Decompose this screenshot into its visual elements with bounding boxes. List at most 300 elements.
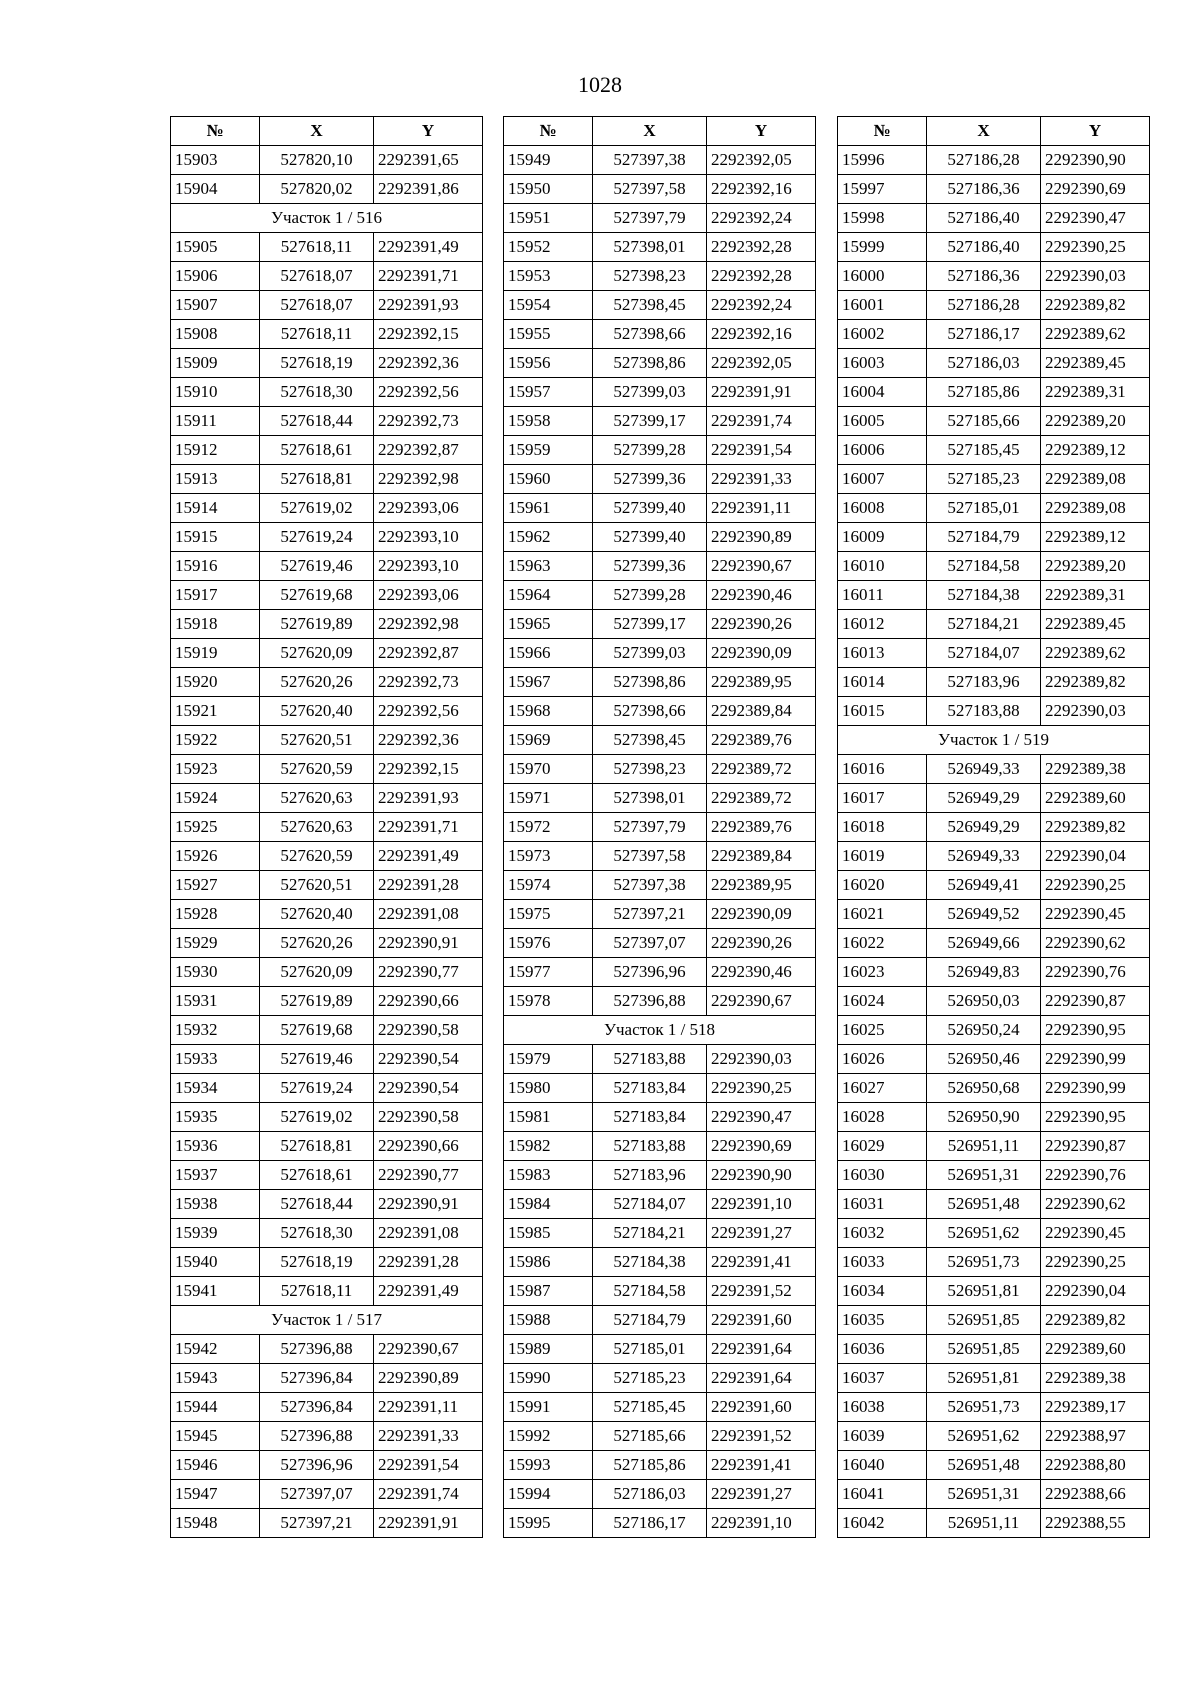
point-number-cell: 15979 xyxy=(504,1045,593,1074)
x-coordinate-cell: 527618,30 xyxy=(260,1219,374,1248)
point-number-cell: 15903 xyxy=(171,146,260,175)
table-row xyxy=(838,929,1150,958)
y-coordinate-cell: 2292390,89 xyxy=(374,1364,483,1393)
point-number-cell: 15944 xyxy=(171,1393,260,1422)
y-coordinate-cell: 2292389,84 xyxy=(707,842,816,871)
x-coordinate-cell: 527619,68 xyxy=(260,1016,374,1045)
x-coordinate-cell: 527398,45 xyxy=(593,726,707,755)
y-coordinate-cell: 2292390,25 xyxy=(1041,1248,1150,1277)
table-row xyxy=(504,552,816,581)
point-number-cell: 16022 xyxy=(838,929,927,958)
x-coordinate-cell: 526949,29 xyxy=(927,784,1041,813)
x-coordinate-cell: 527186,28 xyxy=(927,146,1041,175)
x-coordinate-cell: 527184,38 xyxy=(927,581,1041,610)
y-coordinate-cell: 2292392,28 xyxy=(707,262,816,291)
point-number-cell: 15985 xyxy=(504,1219,593,1248)
point-number-cell: 16037 xyxy=(838,1364,927,1393)
point-number-cell: 15937 xyxy=(171,1161,260,1190)
point-number-cell: 15993 xyxy=(504,1451,593,1480)
y-coordinate-cell: 2292390,45 xyxy=(1041,1219,1150,1248)
x-coordinate-cell: 527398,23 xyxy=(593,755,707,784)
point-number-cell: 15951 xyxy=(504,204,593,233)
y-coordinate-cell: 2292391,10 xyxy=(707,1509,816,1538)
table-row xyxy=(838,668,1150,697)
y-coordinate-cell: 2292390,58 xyxy=(374,1103,483,1132)
x-coordinate-cell: 527398,45 xyxy=(593,291,707,320)
table-row xyxy=(171,668,483,697)
table-row xyxy=(504,175,816,204)
table-row xyxy=(838,1422,1150,1451)
x-coordinate-cell: 527618,11 xyxy=(260,320,374,349)
y-coordinate-cell: 2292389,95 xyxy=(707,668,816,697)
y-coordinate-cell: 2292391,71 xyxy=(374,813,483,842)
table-row xyxy=(838,320,1150,349)
y-coordinate-cell: 2292391,49 xyxy=(374,842,483,871)
table-row xyxy=(171,291,483,320)
y-coordinate-cell: 2292391,28 xyxy=(374,1248,483,1277)
y-coordinate-cell: 2292392,24 xyxy=(707,204,816,233)
x-coordinate-cell: 527396,96 xyxy=(260,1451,374,1480)
x-coordinate-cell: 526951,73 xyxy=(927,1393,1041,1422)
y-coordinate-cell: 2292390,62 xyxy=(1041,1190,1150,1219)
point-number-cell: 15989 xyxy=(504,1335,593,1364)
table-row xyxy=(838,1277,1150,1306)
x-coordinate-cell: 527396,88 xyxy=(260,1335,374,1364)
table-row xyxy=(838,1451,1150,1480)
header-y: Y xyxy=(707,117,816,146)
y-coordinate-cell: 2292390,89 xyxy=(707,523,816,552)
table-row xyxy=(838,436,1150,465)
y-coordinate-cell: 2292392,15 xyxy=(374,320,483,349)
x-coordinate-cell: 527396,88 xyxy=(593,987,707,1016)
point-number-cell: 15923 xyxy=(171,755,260,784)
point-number-cell: 15921 xyxy=(171,697,260,726)
y-coordinate-cell: 2292388,55 xyxy=(1041,1509,1150,1538)
x-coordinate-cell: 527399,03 xyxy=(593,378,707,407)
table-row xyxy=(838,842,1150,871)
x-coordinate-cell: 526951,11 xyxy=(927,1509,1041,1538)
table-row xyxy=(504,1422,816,1451)
table-row xyxy=(838,262,1150,291)
y-coordinate-cell: 2292392,73 xyxy=(374,407,483,436)
table-row xyxy=(504,987,816,1016)
y-coordinate-cell: 2292389,82 xyxy=(1041,1306,1150,1335)
x-coordinate-cell: 527620,63 xyxy=(260,784,374,813)
table-row xyxy=(838,349,1150,378)
table-row xyxy=(838,958,1150,987)
y-coordinate-cell: 2292390,67 xyxy=(374,1335,483,1364)
point-number-cell: 15910 xyxy=(171,378,260,407)
point-number-cell: 15988 xyxy=(504,1306,593,1335)
x-coordinate-cell: 527618,07 xyxy=(260,262,374,291)
point-number-cell: 15977 xyxy=(504,958,593,987)
y-coordinate-cell: 2292390,25 xyxy=(1041,233,1150,262)
x-coordinate-cell: 527186,03 xyxy=(593,1480,707,1509)
y-coordinate-cell: 2292390,99 xyxy=(1041,1074,1150,1103)
table-row xyxy=(171,494,483,523)
x-coordinate-cell: 527399,36 xyxy=(593,465,707,494)
y-coordinate-cell: 2292392,36 xyxy=(374,726,483,755)
y-coordinate-cell: 2292391,64 xyxy=(707,1364,816,1393)
x-coordinate-cell: 527399,17 xyxy=(593,610,707,639)
y-coordinate-cell: 2292391,74 xyxy=(374,1480,483,1509)
table-row xyxy=(504,1132,816,1161)
x-coordinate-cell: 527184,79 xyxy=(593,1306,707,1335)
table-row xyxy=(504,1248,816,1277)
table-row xyxy=(171,871,483,900)
x-coordinate-cell: 526949,52 xyxy=(927,900,1041,929)
point-number-cell: 16004 xyxy=(838,378,927,407)
table-row xyxy=(171,175,483,204)
table-row xyxy=(504,1219,816,1248)
point-number-cell: 15915 xyxy=(171,523,260,552)
x-coordinate-cell: 527185,23 xyxy=(593,1364,707,1393)
x-coordinate-cell: 526951,81 xyxy=(927,1277,1041,1306)
y-coordinate-cell: 2292390,46 xyxy=(707,581,816,610)
point-number-cell: 15947 xyxy=(171,1480,260,1509)
x-coordinate-cell: 527396,84 xyxy=(260,1364,374,1393)
point-number-cell: 16025 xyxy=(838,1016,927,1045)
y-coordinate-cell: 2292389,82 xyxy=(1041,668,1150,697)
point-number-cell: 16024 xyxy=(838,987,927,1016)
coordinate-table-3 xyxy=(837,116,1150,1538)
table-row xyxy=(838,610,1150,639)
point-number-cell: 16021 xyxy=(838,900,927,929)
y-coordinate-cell: 2292389,82 xyxy=(1041,291,1150,320)
y-coordinate-cell: 2292391,08 xyxy=(374,1219,483,1248)
y-coordinate-cell: 2292390,99 xyxy=(1041,1045,1150,1074)
table-row xyxy=(504,610,816,639)
table-row xyxy=(171,407,483,436)
point-number-cell: 16012 xyxy=(838,610,927,639)
y-coordinate-cell: 2292390,04 xyxy=(1041,842,1150,871)
x-coordinate-cell: 527398,01 xyxy=(593,233,707,262)
table-row xyxy=(171,1074,483,1103)
x-coordinate-cell: 527618,11 xyxy=(260,1277,374,1306)
y-coordinate-cell: 2292390,26 xyxy=(707,929,816,958)
table-row xyxy=(838,1161,1150,1190)
header-x: X xyxy=(260,117,374,146)
point-number-cell: 16017 xyxy=(838,784,927,813)
x-coordinate-cell: 527620,59 xyxy=(260,755,374,784)
table-row xyxy=(504,407,816,436)
y-coordinate-cell: 2292390,67 xyxy=(707,552,816,581)
table-row xyxy=(171,1509,483,1538)
point-number-cell: 15907 xyxy=(171,291,260,320)
x-coordinate-cell: 526951,85 xyxy=(927,1335,1041,1364)
y-coordinate-cell: 2292389,12 xyxy=(1041,523,1150,552)
point-number-cell: 15935 xyxy=(171,1103,260,1132)
y-coordinate-cell: 2292389,31 xyxy=(1041,378,1150,407)
table-row xyxy=(504,958,816,987)
table-row xyxy=(504,871,816,900)
point-number-cell: 16027 xyxy=(838,1074,927,1103)
x-coordinate-cell: 527186,40 xyxy=(927,204,1041,233)
table-row xyxy=(838,871,1150,900)
point-number-cell: 16001 xyxy=(838,291,927,320)
table-row xyxy=(504,1074,816,1103)
y-coordinate-cell: 2292389,62 xyxy=(1041,639,1150,668)
point-number-cell: 15930 xyxy=(171,958,260,987)
x-coordinate-cell: 527185,01 xyxy=(593,1335,707,1364)
table-row xyxy=(504,813,816,842)
x-coordinate-cell: 527618,19 xyxy=(260,349,374,378)
x-coordinate-cell: 527820,10 xyxy=(260,146,374,175)
header-x: X xyxy=(927,117,1041,146)
y-coordinate-cell: 2292390,90 xyxy=(1041,146,1150,175)
x-coordinate-cell: 527183,96 xyxy=(593,1161,707,1190)
x-coordinate-cell: 527620,26 xyxy=(260,668,374,697)
y-coordinate-cell: 2292390,95 xyxy=(1041,1016,1150,1045)
x-coordinate-cell: 527184,21 xyxy=(927,610,1041,639)
y-coordinate-cell: 2292388,66 xyxy=(1041,1480,1150,1509)
point-number-cell: 15950 xyxy=(504,175,593,204)
table-row xyxy=(838,1364,1150,1393)
table-row xyxy=(504,581,816,610)
point-number-cell: 16026 xyxy=(838,1045,927,1074)
x-coordinate-cell: 527618,11 xyxy=(260,233,374,262)
point-number-cell: 15904 xyxy=(171,175,260,204)
y-coordinate-cell: 2292388,97 xyxy=(1041,1422,1150,1451)
table-row xyxy=(171,842,483,871)
table-row xyxy=(838,1016,1150,1045)
table-row xyxy=(838,1045,1150,1074)
table-row xyxy=(171,900,483,929)
point-number-cell: 15963 xyxy=(504,552,593,581)
point-number-cell: 15927 xyxy=(171,871,260,900)
y-coordinate-cell: 2292391,08 xyxy=(374,900,483,929)
y-coordinate-cell: 2292389,84 xyxy=(707,697,816,726)
point-number-cell: 15911 xyxy=(171,407,260,436)
table-row xyxy=(504,1509,816,1538)
y-coordinate-cell: 2292391,91 xyxy=(374,1509,483,1538)
point-number-cell: 15973 xyxy=(504,842,593,871)
y-coordinate-cell: 2292389,20 xyxy=(1041,552,1150,581)
point-number-cell: 15932 xyxy=(171,1016,260,1045)
x-coordinate-cell: 527185,01 xyxy=(927,494,1041,523)
y-coordinate-cell: 2292390,47 xyxy=(1041,204,1150,233)
section-row xyxy=(838,726,1150,755)
y-coordinate-cell: 2292391,86 xyxy=(374,175,483,204)
table-row xyxy=(171,1422,483,1451)
table-row xyxy=(838,1132,1150,1161)
y-coordinate-cell: 2292390,03 xyxy=(1041,262,1150,291)
point-number-cell: 15984 xyxy=(504,1190,593,1219)
section-title: Участок 1 / 517 xyxy=(171,1306,483,1335)
x-coordinate-cell: 526950,46 xyxy=(927,1045,1041,1074)
x-coordinate-cell: 527398,23 xyxy=(593,262,707,291)
table-row xyxy=(504,1277,816,1306)
x-coordinate-cell: 527396,84 xyxy=(260,1393,374,1422)
y-coordinate-cell: 2292392,24 xyxy=(707,291,816,320)
y-coordinate-cell: 2292393,10 xyxy=(374,552,483,581)
y-coordinate-cell: 2292388,80 xyxy=(1041,1451,1150,1480)
y-coordinate-cell: 2292391,93 xyxy=(374,291,483,320)
y-coordinate-cell: 2292392,05 xyxy=(707,146,816,175)
x-coordinate-cell: 527618,44 xyxy=(260,407,374,436)
table-row xyxy=(838,1393,1150,1422)
point-number-cell: 15926 xyxy=(171,842,260,871)
y-coordinate-cell: 2292391,49 xyxy=(374,1277,483,1306)
section-title: Участок 1 / 518 xyxy=(504,1016,816,1045)
point-number-cell: 15933 xyxy=(171,1045,260,1074)
x-coordinate-cell: 527618,19 xyxy=(260,1248,374,1277)
x-coordinate-cell: 527398,86 xyxy=(593,668,707,697)
table-row xyxy=(171,987,483,1016)
y-coordinate-cell: 2292390,95 xyxy=(1041,1103,1150,1132)
point-number-cell: 15978 xyxy=(504,987,593,1016)
point-number-cell: 15958 xyxy=(504,407,593,436)
point-number-cell: 16038 xyxy=(838,1393,927,1422)
y-coordinate-cell: 2292391,74 xyxy=(707,407,816,436)
point-number-cell: 16035 xyxy=(838,1306,927,1335)
x-coordinate-cell: 527184,07 xyxy=(927,639,1041,668)
point-number-cell: 15957 xyxy=(504,378,593,407)
y-coordinate-cell: 2292390,58 xyxy=(374,1016,483,1045)
x-coordinate-cell: 526951,73 xyxy=(927,1248,1041,1277)
point-number-cell: 16010 xyxy=(838,552,927,581)
y-coordinate-cell: 2292392,36 xyxy=(374,349,483,378)
y-coordinate-cell: 2292390,69 xyxy=(707,1132,816,1161)
point-number-cell: 16015 xyxy=(838,697,927,726)
y-coordinate-cell: 2292389,20 xyxy=(1041,407,1150,436)
table-row xyxy=(504,1451,816,1480)
point-number-cell: 15953 xyxy=(504,262,593,291)
point-number-cell: 15905 xyxy=(171,233,260,262)
point-number-cell: 15959 xyxy=(504,436,593,465)
y-coordinate-cell: 2292390,90 xyxy=(707,1161,816,1190)
y-coordinate-cell: 2292390,45 xyxy=(1041,900,1150,929)
table-row xyxy=(504,755,816,784)
point-number-cell: 16031 xyxy=(838,1190,927,1219)
y-coordinate-cell: 2292390,25 xyxy=(707,1074,816,1103)
table-row xyxy=(171,146,483,175)
y-coordinate-cell: 2292391,52 xyxy=(707,1422,816,1451)
table-body xyxy=(504,146,816,1538)
x-coordinate-cell: 527399,40 xyxy=(593,523,707,552)
table-row xyxy=(838,233,1150,262)
x-coordinate-cell: 527186,36 xyxy=(927,175,1041,204)
point-number-cell: 16036 xyxy=(838,1335,927,1364)
x-coordinate-cell: 526951,48 xyxy=(927,1190,1041,1219)
table-row xyxy=(171,1190,483,1219)
point-number-cell: 16014 xyxy=(838,668,927,697)
x-coordinate-cell: 527397,79 xyxy=(593,204,707,233)
y-coordinate-cell: 2292392,98 xyxy=(374,465,483,494)
y-coordinate-cell: 2292392,56 xyxy=(374,697,483,726)
table-row xyxy=(171,1219,483,1248)
point-number-cell: 16042 xyxy=(838,1509,927,1538)
y-coordinate-cell: 2292390,54 xyxy=(374,1045,483,1074)
y-coordinate-cell: 2292390,62 xyxy=(1041,929,1150,958)
x-coordinate-cell: 527396,88 xyxy=(260,1422,374,1451)
table-row xyxy=(504,929,816,958)
table-row xyxy=(171,1451,483,1480)
section-row xyxy=(504,1016,816,1045)
table-row xyxy=(504,784,816,813)
x-coordinate-cell: 526949,66 xyxy=(927,929,1041,958)
x-coordinate-cell: 527618,61 xyxy=(260,436,374,465)
x-coordinate-cell: 527619,46 xyxy=(260,1045,374,1074)
x-coordinate-cell: 526951,48 xyxy=(927,1451,1041,1480)
table-row xyxy=(504,1103,816,1132)
table-row xyxy=(504,1364,816,1393)
x-coordinate-cell: 527398,86 xyxy=(593,349,707,378)
x-coordinate-cell: 527619,68 xyxy=(260,581,374,610)
y-coordinate-cell: 2292391,27 xyxy=(707,1219,816,1248)
point-number-cell: 15974 xyxy=(504,871,593,900)
section-title: Участок 1 / 519 xyxy=(838,726,1150,755)
x-coordinate-cell: 527397,07 xyxy=(593,929,707,958)
x-coordinate-cell: 527186,28 xyxy=(927,291,1041,320)
x-coordinate-cell: 527183,88 xyxy=(927,697,1041,726)
x-coordinate-cell: 526949,33 xyxy=(927,842,1041,871)
table-row xyxy=(171,639,483,668)
x-coordinate-cell: 527184,21 xyxy=(593,1219,707,1248)
x-coordinate-cell: 526951,62 xyxy=(927,1422,1041,1451)
point-number-cell: 16011 xyxy=(838,581,927,610)
y-coordinate-cell: 2292393,06 xyxy=(374,494,483,523)
y-coordinate-cell: 2292389,12 xyxy=(1041,436,1150,465)
table-row xyxy=(504,262,816,291)
point-number-cell: 15952 xyxy=(504,233,593,262)
x-coordinate-cell: 527619,24 xyxy=(260,523,374,552)
y-coordinate-cell: 2292391,54 xyxy=(374,1451,483,1480)
table-row xyxy=(838,465,1150,494)
x-coordinate-cell: 527186,36 xyxy=(927,262,1041,291)
point-number-cell: 16009 xyxy=(838,523,927,552)
x-coordinate-cell: 527397,07 xyxy=(260,1480,374,1509)
table-row xyxy=(504,639,816,668)
table-row xyxy=(504,349,816,378)
y-coordinate-cell: 2292390,91 xyxy=(374,929,483,958)
x-coordinate-cell: 527399,28 xyxy=(593,436,707,465)
point-number-cell: 16041 xyxy=(838,1480,927,1509)
y-coordinate-cell: 2292391,65 xyxy=(374,146,483,175)
y-coordinate-cell: 2292392,98 xyxy=(374,610,483,639)
y-coordinate-cell: 2292392,87 xyxy=(374,639,483,668)
point-number-cell: 16029 xyxy=(838,1132,927,1161)
x-coordinate-cell: 527399,40 xyxy=(593,494,707,523)
table-row xyxy=(838,291,1150,320)
y-coordinate-cell: 2292389,76 xyxy=(707,813,816,842)
x-coordinate-cell: 527620,59 xyxy=(260,842,374,871)
x-coordinate-cell: 526950,68 xyxy=(927,1074,1041,1103)
table-row xyxy=(504,1161,816,1190)
point-number-cell: 15976 xyxy=(504,929,593,958)
table-row xyxy=(171,929,483,958)
x-coordinate-cell: 527618,07 xyxy=(260,291,374,320)
x-coordinate-cell: 526951,81 xyxy=(927,1364,1041,1393)
x-coordinate-cell: 527619,89 xyxy=(260,987,374,1016)
point-number-cell: 16032 xyxy=(838,1219,927,1248)
point-number-cell: 15971 xyxy=(504,784,593,813)
y-coordinate-cell: 2292393,06 xyxy=(374,581,483,610)
table-row xyxy=(504,523,816,552)
y-coordinate-cell: 2292392,05 xyxy=(707,349,816,378)
table-row xyxy=(838,1219,1150,1248)
x-coordinate-cell: 526951,11 xyxy=(927,1132,1041,1161)
point-number-cell: 15939 xyxy=(171,1219,260,1248)
y-coordinate-cell: 2292391,41 xyxy=(707,1451,816,1480)
point-number-cell: 15980 xyxy=(504,1074,593,1103)
y-coordinate-cell: 2292390,67 xyxy=(707,987,816,1016)
point-number-cell: 15966 xyxy=(504,639,593,668)
table-row xyxy=(504,146,816,175)
x-coordinate-cell: 527186,17 xyxy=(927,320,1041,349)
y-coordinate-cell: 2292389,08 xyxy=(1041,465,1150,494)
x-coordinate-cell: 527399,36 xyxy=(593,552,707,581)
